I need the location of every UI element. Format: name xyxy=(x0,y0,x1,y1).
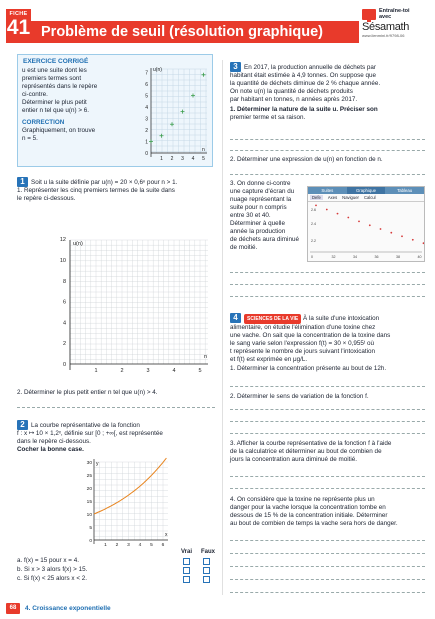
y-tick-label: 0 xyxy=(62,362,66,368)
screen-y-tick: 2.6 xyxy=(311,208,316,212)
answer-line[interactable] xyxy=(230,476,425,477)
page-title: Problème de seuil (résolution graphique) xyxy=(31,21,359,43)
y-tick-label: 10 xyxy=(86,513,92,518)
y-tick-label: 4 xyxy=(62,320,66,327)
screen-icon xyxy=(362,9,376,20)
y-tick-label: 1 xyxy=(145,139,148,146)
y-tick-label: 0 xyxy=(89,539,92,544)
ex3-intro: habitant était estimée à 4,9 tonnes. On suppose que xyxy=(230,72,376,79)
ex2-items xyxy=(17,557,222,584)
screen-data-point xyxy=(315,205,317,207)
answer-line[interactable] xyxy=(230,139,425,140)
ex4-intro: le sang varie selon l'expression f(t) = 30 × 0,955ᵗ où xyxy=(230,340,375,347)
y-tick-label: 20 xyxy=(86,487,92,492)
ex3-q1: premier terme et sa raison. xyxy=(230,114,306,121)
correction-line: n = 5. xyxy=(22,135,38,142)
ex3-intro: En 2017, la production annuelle de déchets par xyxy=(244,64,376,71)
y-tick-label: 6 xyxy=(145,82,148,88)
correction-line: Graphiquement, on trouve xyxy=(22,127,96,134)
ex2-graph xyxy=(80,456,172,548)
fiche-number: 41 xyxy=(6,16,31,39)
x-tick-label: 5 xyxy=(198,368,202,374)
answer-line[interactable] xyxy=(230,553,425,554)
x-tick-label: 2 xyxy=(120,368,124,374)
ex2-intro: f : x ↦ 10 × 1,2ˣ, définie sur [0 ; +∞[, est représentée xyxy=(17,430,163,437)
ex3-q3-line: de déchets aura diminué xyxy=(230,236,299,243)
sesamath-logo: Sésamath xyxy=(362,21,410,33)
x-tick-label: 1 xyxy=(104,543,107,548)
ex2-curve xyxy=(94,458,166,514)
exercise-number-badge: 2 xyxy=(17,420,28,430)
screen-data-point xyxy=(369,224,371,226)
answer-line[interactable] xyxy=(230,174,425,175)
false-checkbox[interactable] xyxy=(203,558,210,565)
ex4-q4-line: danger pour la vache lorsque la concentration tombe en xyxy=(230,504,386,511)
data-point xyxy=(202,73,206,77)
answer-line[interactable] xyxy=(230,272,425,273)
answer-line[interactable] xyxy=(230,150,425,151)
ex3-q3 xyxy=(230,180,310,252)
ex1-q2: 2. Déterminer le plus petit entier n tel que u(n) > 4. xyxy=(17,389,158,396)
y-tick-label: 0 xyxy=(145,151,148,157)
screen-x-tick: 32 xyxy=(331,255,336,259)
x-tick-label: 3 xyxy=(127,543,130,548)
false-header: Faux xyxy=(201,549,216,555)
ex4-q4 xyxy=(230,496,430,528)
y-axis-label: u(n) xyxy=(153,67,162,73)
ex3-q3-line: 3. On donne ci-contre xyxy=(230,180,291,187)
y-tick-label: 4 xyxy=(145,105,148,111)
y-tick-label: 15 xyxy=(86,500,92,505)
ex4-q4-line: 4. On considère que la toxine ne représente plus un xyxy=(230,496,375,503)
tab-graphique[interactable]: Graphique xyxy=(347,187,386,194)
x-tick-label: 5 xyxy=(202,156,205,162)
y-tick-label: 7 xyxy=(145,70,148,77)
ex3-q1: 1. Déterminer la nature de la suite u. Préciser son xyxy=(230,106,378,113)
ex4-q1: 1. Déterminer la concentration présente au bout de 12h. xyxy=(230,365,387,372)
ex1-q1: 1. Représenter les cinq premiers termes de la suite dans xyxy=(17,187,175,194)
fiche-badge xyxy=(6,9,31,43)
ex1-intro: Soit u la suite définie par u(n) = 20 × 0,6ⁿ pour n > 1. xyxy=(31,179,178,186)
answer-line[interactable] xyxy=(230,409,425,410)
example-line: représentés dans le repère xyxy=(22,83,98,90)
screen-x-tick: 40 xyxy=(417,255,422,259)
example-heading: EXERCICE CORRIGÉ xyxy=(23,58,89,65)
answer-line[interactable] xyxy=(230,284,425,285)
data-point xyxy=(191,94,195,98)
ex2-prompt: Cocher la bonne case. xyxy=(17,446,84,453)
ex3-q3-line: entre 30 et 40. xyxy=(230,212,271,219)
y-tick-label: 2 xyxy=(62,341,66,348)
ex3-intro: la quantité de déchets diminue de 2 % chaque année. xyxy=(230,80,381,87)
screen-data-point xyxy=(423,242,424,244)
ex3-q3-line: nuage représentant la xyxy=(230,196,292,203)
ex4-q3 xyxy=(230,440,430,464)
y-tick-label: 25 xyxy=(86,474,92,479)
x-tick-label: 4 xyxy=(138,543,142,548)
ex3-q3-line: une capture d'écran du xyxy=(230,188,295,195)
page-number: 68 xyxy=(6,603,20,614)
data-point xyxy=(149,140,153,144)
example-text xyxy=(22,67,122,143)
true-checkbox[interactable] xyxy=(183,558,190,565)
screen-x-tick: 0 xyxy=(311,255,313,259)
ex4-q3-line: de la calculatrice et déterminer au bout de combien de xyxy=(230,448,382,455)
exercise-number-badge: 3 xyxy=(230,62,241,72)
y-tick-label: 3 xyxy=(145,116,148,123)
page-header xyxy=(0,0,435,56)
menu-naviguer[interactable]: Naviguer xyxy=(342,195,359,200)
x-axis-label: x xyxy=(165,532,168,538)
ex2-intro: dans le repère ci-dessous. xyxy=(17,438,91,445)
ex4-q4-line: au bout de combien de temps la vache sera hors de danger. xyxy=(230,520,398,527)
ex2-intro: La courbe représentative de la fonction xyxy=(31,422,140,429)
answer-line[interactable] xyxy=(230,386,425,387)
x-axis-label: n xyxy=(204,354,208,360)
y-tick-label: 30 xyxy=(86,461,92,466)
ex3-q3-line: année la production xyxy=(230,228,286,235)
ex4-q2: 2. Déterminer le sens de variation de la fonction f. xyxy=(230,393,369,400)
calculator-screenshot xyxy=(307,186,425,262)
fiche-label: FICHE xyxy=(9,11,28,17)
example-line: premiers termes sont xyxy=(22,75,82,82)
exercise-3 xyxy=(230,62,430,122)
ex2-item: c. Si f(x) < 25 alors x < 2. xyxy=(17,575,87,582)
exercise-4 xyxy=(230,313,430,373)
ex4-intro: t représente le nombre de jours suivant l'intoxication xyxy=(230,348,376,355)
example-grid xyxy=(151,69,207,153)
page-footer xyxy=(0,601,435,619)
screen-data-point xyxy=(390,232,392,234)
screen-data-point xyxy=(337,213,339,215)
answer-line[interactable] xyxy=(230,488,425,489)
true-checkbox[interactable] xyxy=(183,567,190,574)
ex3-intro: par habitant en tonnes, n années après 2017. xyxy=(230,96,358,103)
x-tick-label: 5 xyxy=(150,543,153,548)
screen-x-tick: 36 xyxy=(374,255,379,259)
column-separator xyxy=(222,60,223,595)
answer-line[interactable] xyxy=(230,421,425,422)
ex4-intro: alimentaire, on étudie l'élimination d'une toxine chez xyxy=(230,324,376,331)
screen-data-point xyxy=(347,217,349,219)
ex3-q3-line: suite pour n compris xyxy=(230,204,287,211)
true-checkbox[interactable] xyxy=(183,576,190,583)
example-box xyxy=(17,54,213,167)
screen-data-point xyxy=(401,235,403,237)
menu-axes[interactable]: Axes xyxy=(327,195,338,200)
menu-defe[interactable]: Defe xyxy=(312,195,321,200)
exercise-number-badge: 1 xyxy=(17,177,28,187)
ex4-intro: et f(t) est exprimée en μg/L. xyxy=(230,356,308,363)
ex4-q3-line: jours la concentration aura diminué de moitié. xyxy=(230,456,358,463)
y-axis-label: u(n) xyxy=(73,241,83,247)
x-tick-label: 4 xyxy=(172,368,176,374)
screen-plot xyxy=(308,202,424,260)
y-tick-label: 6 xyxy=(62,299,66,306)
screen-y-tick: 2.4 xyxy=(311,222,316,226)
sesamath-url[interactable]: www.lienmini.fr/9798-06 xyxy=(362,33,405,38)
ex2-item: b. Si x > 3 alors f(x) > 15. xyxy=(17,566,88,573)
x-tick-label: 3 xyxy=(181,156,184,162)
y-tick-label: 8 xyxy=(62,278,66,285)
answer-line[interactable] xyxy=(230,592,425,593)
example-line: entier n tel que u(n) > 6. xyxy=(22,107,90,114)
screen-y-tick: 2.2 xyxy=(311,239,316,243)
screen-x-tick: 38 xyxy=(396,255,400,259)
x-axis-label: n xyxy=(202,147,205,153)
y-tick-label: 12 xyxy=(59,237,66,244)
x-tick-label: 1 xyxy=(160,156,163,162)
answer-line[interactable] xyxy=(230,540,425,541)
ex3-q2: 2. Déterminer une expression de u(n) en fonction de n. xyxy=(230,156,383,163)
subject-tag: SCIENCES DE LA VIE xyxy=(244,314,301,324)
exercise-2 xyxy=(17,420,217,454)
sesamath-line2: avec xyxy=(379,14,392,20)
ex4-q3-line: 3. Afficher la courbe représentative de la fonction f à l'aide xyxy=(230,440,392,447)
ex2-item: a. f(x) = 15 pour x = 4. xyxy=(17,557,79,564)
data-point xyxy=(170,122,174,126)
correction-heading: CORRECTION xyxy=(22,119,65,126)
screen-x-tick: 34 xyxy=(353,255,357,259)
ex4-q4-line: dessous de 15 % de la concentration initiale. Déterminer xyxy=(230,512,388,519)
screen-data-point xyxy=(412,239,414,241)
tab-suites[interactable]: Suites xyxy=(321,188,334,193)
answer-line[interactable] xyxy=(230,579,425,580)
x-tick-label: 3 xyxy=(146,368,150,374)
tab-tableau[interactable]: Tableau xyxy=(397,188,413,193)
ex1-q1: le repère ci-dessous. xyxy=(17,195,76,202)
exercise-number-badge: 4 xyxy=(230,313,241,323)
y-tick-label: 2 xyxy=(145,128,148,134)
example-line: ci-contre. xyxy=(22,91,48,98)
exercise-1 xyxy=(17,177,217,203)
sesamath-badge[interactable] xyxy=(362,8,428,44)
screen-data-point xyxy=(326,209,328,211)
x-tick-label: 6 xyxy=(161,543,165,548)
sesamath-line1: Entraîne-toi xyxy=(379,8,410,14)
false-checkbox[interactable] xyxy=(203,567,210,574)
x-tick-label: 4 xyxy=(191,156,195,162)
x-tick-label: 2 xyxy=(115,543,119,548)
example-graph xyxy=(142,63,212,166)
ex1-graph xyxy=(48,236,213,376)
example-line: u est une suite dont les xyxy=(22,67,87,74)
answer-line[interactable] xyxy=(230,296,425,297)
data-point xyxy=(160,134,164,138)
example-line: Déterminer le plus petit xyxy=(22,99,87,106)
menu-calcul[interactable]: Calcul xyxy=(363,195,376,200)
answer-line[interactable] xyxy=(230,433,425,434)
chapter-title: 4. Croissance exponentielle xyxy=(25,605,111,612)
ex4-intro: À la suite d'une intoxication xyxy=(302,315,380,322)
x-tick-label: 1 xyxy=(94,368,98,374)
y-tick-label: 5 xyxy=(145,93,148,100)
false-checkbox[interactable] xyxy=(203,576,210,583)
true-header: Vrai xyxy=(181,549,193,555)
y-tick-label: 10 xyxy=(59,258,66,264)
answer-line[interactable] xyxy=(17,407,215,408)
y-axis-label: y xyxy=(96,461,99,467)
ex3-intro: On note u(n) la quantité de déchets produits xyxy=(230,88,353,95)
ex3-q3-line: de moitié. xyxy=(230,244,258,251)
ex4-intro: une vache. On sait que la concentration de la toxine dans xyxy=(230,332,391,339)
x-tick-label: 2 xyxy=(170,156,174,162)
screen-data-point xyxy=(358,221,360,223)
answer-line[interactable] xyxy=(230,566,425,567)
screen-data-point xyxy=(380,228,382,230)
ex3-q3-line: Déterminer à quelle xyxy=(230,220,285,227)
y-tick-label: 5 xyxy=(89,526,92,531)
